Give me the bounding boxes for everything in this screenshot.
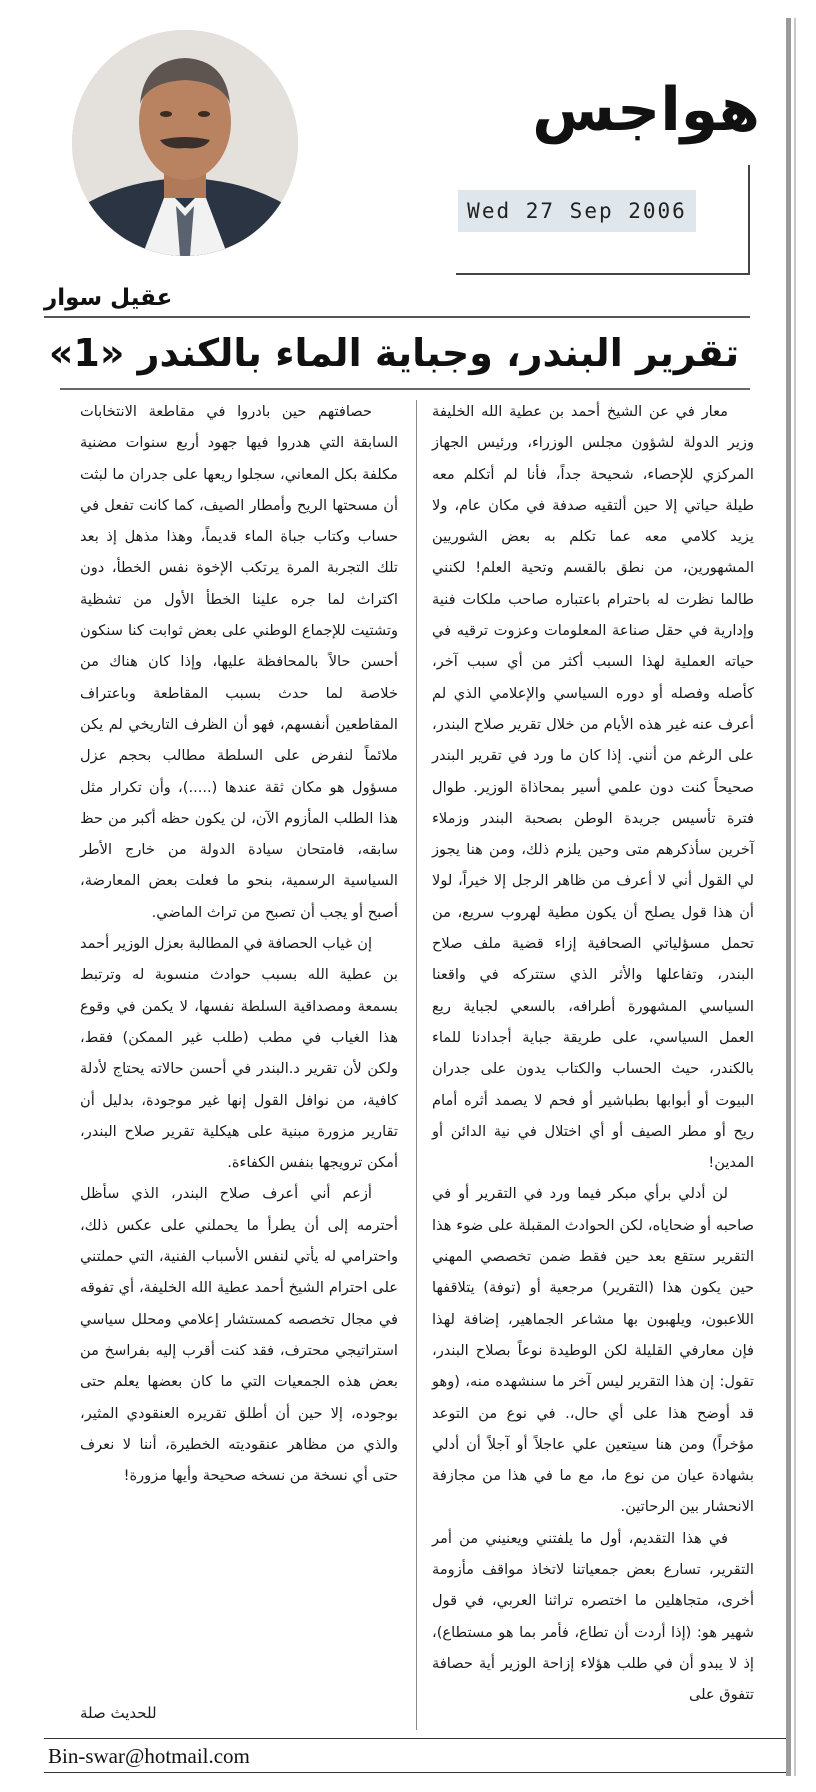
footer-divider-bottom <box>44 1772 786 1773</box>
author-portrait-image <box>72 30 298 256</box>
column-title: هواجس <box>532 75 760 145</box>
author-divider <box>44 316 750 318</box>
paragraph: إن غياب الحصافة في المطالبة بعزل الوزير أحمد بن عطية الله بسبب حوادث منسوبة له وترتبط بسمعة ومصداقية السلطة نفسها، لا يكمن في وقوع هذا الغياب في مطب (طلب غير الممكن) فقط، ولكن لأن تقرير د.البندر في أحسن حالاته يحتاج لأدلة كافية، من نوافل القول إنها غير موجودة، بدليل أن تقارير مزورة مبنية على هيكلية تقرير صلاح البندر، أمكن ترويجها بنفس الكفاءة. <box>80 935 398 1172</box>
paragraph: معار في عن الشيخ أحمد بن عطية الله الخليفة وزير الدولة لشؤون مجلس الوزراء، ورئيس الجهاز المركزي للإحصاء، شحيحة جداً، فأنا لم أتكلم معه طيلة حياتي إلا حين ألتقيه صدفة في مكان عام، ولا يزيد كلامي معه عما تكلم به بعض الشوريين المشهورين، من نطق بالقسم وتحية العلم! لكنني طالما نظرت له باحترام باعتباره صاحب ملكات فنية وإدارية في حقل صناعة المعلومات وعزوت ترقيه في حياته العملية لهذا السبب أكثر من أي سبب آخر، كأصله وفصله أو دوره السياسي والإعلامي الذي لم أعرف عنه غير هذه الأيام من خلال تقرير صلاح البندر، على الرغم من أنني. إذا كان ما ورد في تقرير البندر صحيحاً كنت دون علمي أسير بمحاذاة الوزير. طوال فترة تأسيس جريدة الوطن بصحبة البندر وزملاء آخرين سأذكرهم متى وحين يلزم ذلك، ومن هنا يجوز لي القول أني لا أعرف من ظاهر الرجل إلا خيراً، لولا أن هذا قول يصلح أن يكون مطية لهروب سريع، من تحمل مسؤلياتي الصحافية إزاء قضية ملف صلاح البندر، وتفاعلها والأثر الذي ستتركه في واقعنا السياسي المشهورة أطرافه، بالسعي لجباية ريع العمل السياسي، على طريقة جباية أجدادنا للماء بالكندر، حيث الحساب والكتاب يدون على جدران البيوت أو أبوابها بطباشير أو فحم لا يصمد أثره أمام ريح أو مطر الصيف أو أي اختلال في نية الدائن أو المدين! <box>432 403 754 1172</box>
page-edge-rule-inner <box>794 18 796 1776</box>
author-photo <box>72 30 298 256</box>
paragraph: لن أدلي برأي مبكر فيما ورد في التقرير أو في صاحبه أو ضحاياه، لكن الحوادث المقبلة على ضوء هذا التقرير ستقع بعد حين فقط ضمن تخصصي المهني حين يكون هذا (التقرير) مرجعية أو (توفة) يتلاقفها اللاعبون، ويلهبون بها مشاعر الجماهير، إضافة لهذا فإن معارفي القليلة لكن الوطيدة نوعاً بصلاح البندر، تقول: إن هذا التقرير ليس آخر ما سنشهده منه، (وهو قد أوضح هذا على أي حال،. في نوع من التوعد مؤخراً) ومن هنا سيتعين علي عاجلاً أو آجلاً أن أدلي بشهادة عيان من نوع ما، مع ما في هذا من مجازفة الانحشار بين الرحاتين. <box>432 1185 754 1516</box>
paragraph: حصافتهم حين بادروا في مقاطعة الانتخابات السابقة التي هدروا فيها جهود أربع سنوات مضنية مكلفة بكل المعاني، سجلوا ريعها على جدران ما لبثت أن مسحتها الريح وأمطار الصيف، كما كانت تفعل في حساب وكتاب جباة الماء قديماً، وهذا مذهل إذ بعد تلك التجربة المرة يرتكب الإخوة نفس الخطأ، دون اكتراث لما جره علينا الخطأ الأول من تشظية وتشتيت للإجماع الوطني على بعض ثوابت كنا سنكون أحسن حالاً بالمحافظة عليها، وإذا كان هناك من خلاصة لما حدث بسبب المقاطعة وباعتراف المقاطعين أنفسهم، فهو أن الظرف التاريخي لم يكن ملائماً لنفرض على السلطة مطالب بحجم عزل مسؤول هو مكان ثقة عندها (.....)، وأن تكرار مثل هذا الطلب المأزوم الآن، لن يكون حظه أكبر من حظ سابقه، فامتحان سيادة الدولة من خارج الأطر السياسية الرسمية، بنحو ما فعلت بعض المعارضة، أصبح أو يجب أن تصبح من تراث الماضي. <box>80 403 398 921</box>
page-edge-rule <box>786 18 791 1776</box>
paragraph: أزعم أني أعرف صلاح البندر، الذي سأظل أحترمه إلى أن يطرأ ما يحملني على عكس ذلك، واحترامي له يأتي لنفس الأسباب الفنية، التي حملتني على احترام الشيخ أحمد عطية الله الخليفة، أي تفوقه في مجال تخصصه كمستشار إعلامي ومحلل سياسي استراتيجي محترف، فقد كنت أقرب إليه بفراسخ من بعض هذه الجمعيات التي ما كان بعضها يعلم حتى بوجوده، إلا حين أن أطلق تقريره العنقودي المثير، والذي من مظاهر عنقوديته الخطيرة، أننا لا نعرف حتى أي نسخة من نسخه صحيحة وأيها مزورة! <box>80 1185 398 1485</box>
article-column-right <box>432 396 754 1710</box>
date-badge: Wed 27 Sep 2006 <box>458 190 696 232</box>
to-be-continued-note: للحديث صلة <box>80 1704 157 1722</box>
paragraph: في هذا التقديم، أول ما يلفتني ويعنيني من أمر التقرير، تسارع بعض جمعياتنا لاتخاذ مواقف مأزومة أخرى، متجاهلين ما اختصره تراثنا العربي، في قول شهير هو: (إذا أردت أن تطاع، فأمر بما هو مستطاع)، إذ لا يبدو أن في طلب هؤلاء إزاحة الوزير أية حصافة تتفوق على <box>432 1529 754 1704</box>
article-column-left <box>80 396 398 1491</box>
column-divider <box>416 400 417 1730</box>
headline-divider <box>60 388 750 390</box>
article-headline: تقرير البندر، وجباية الماء بالكندر «1» <box>48 331 740 375</box>
author-name: عقيل سوار <box>44 285 173 311</box>
author-email-link[interactable]: Bin-swar@hotmail.com <box>48 1744 250 1768</box>
footer-divider-top <box>44 1738 786 1739</box>
